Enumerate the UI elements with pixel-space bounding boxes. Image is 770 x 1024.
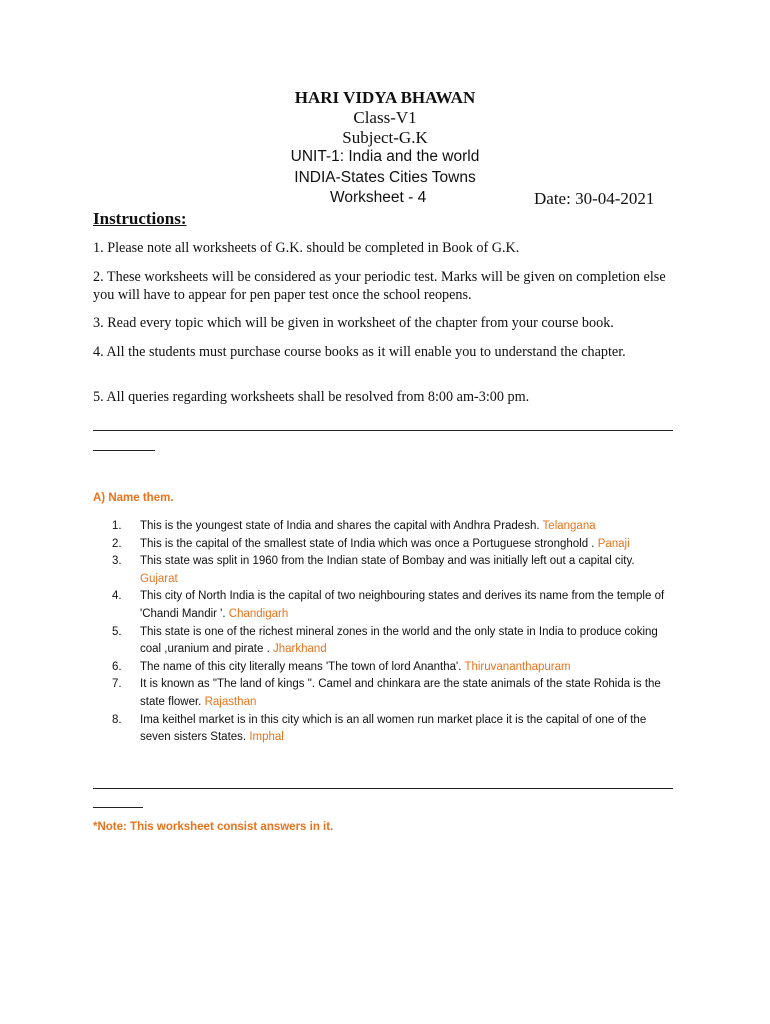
question-number: 7.	[112, 678, 122, 691]
question-number: 8.	[112, 713, 122, 726]
question-list	[112, 518, 672, 747]
instruction-item: 1. Please note all worksheets of G.K. should be completed in Book of G.K.	[93, 240, 520, 256]
instructions-heading: Instructions:	[93, 209, 187, 228]
subject-label: Subject-G.K	[342, 128, 428, 147]
question-item	[112, 553, 672, 588]
instruction-item: 4. All the students must purchase course books as it will enable you to understand the chapter.	[93, 344, 626, 360]
answer-text: Thiruvananthapuram	[464, 660, 571, 673]
question-number: 2.	[112, 537, 122, 550]
worksheet-number: Worksheet - 4	[330, 189, 427, 206]
answer-note: *Note: This worksheet consist answers in it.	[93, 821, 334, 833]
question-number: 1.	[112, 520, 122, 532]
question-number: 3.	[112, 555, 122, 568]
question-item	[112, 712, 672, 747]
topic-title: INDIA-States Cities Towns	[294, 169, 476, 186]
school-name: HARI VIDYA BHAWAN	[294, 88, 476, 107]
question-number: 4.	[112, 590, 122, 603]
answer-text: Telangana	[542, 520, 596, 532]
divider-line-tail	[93, 450, 155, 451]
answer-text: Rajasthan	[204, 695, 257, 708]
section-heading: A) Name them.	[93, 492, 174, 504]
question-number: 6.	[112, 660, 122, 673]
question-item	[112, 659, 672, 677]
answer-text: Imphal	[249, 731, 284, 744]
question-item	[112, 536, 672, 554]
question-item	[112, 624, 672, 659]
question-text: This state was split in 1960 from the Indian state of Bombay and was initially left out a capital city.	[140, 555, 635, 568]
answer-text: Jharkhand	[272, 643, 327, 656]
instruction-item: 2. These worksheets will be considered as your periodic test. Marks will be given on completion else you will have to appear for pen paper test once the school reopens.	[93, 269, 666, 303]
question-text: This city of North India is the capital of two neighbouring states and derives its name from the temple of 'Chandi Mandir '.	[140, 590, 665, 620]
answer-text: Gujarat	[140, 572, 178, 585]
question-item	[112, 676, 672, 711]
question-number: 5.	[112, 625, 122, 638]
question-item	[112, 588, 672, 623]
question-text: This state is one of the richest mineral zones in the world and the only state in India to produce coking coal ,uranium and pirate .	[140, 625, 658, 656]
answer-text: Panaji	[597, 537, 630, 550]
divider-line	[93, 430, 673, 431]
question-text: It is known as "The land of kings ". Camel and chinkara are the state animals of the state Rohida is the state flower.	[140, 678, 661, 708]
question-text: Ima keithel market is in this city which is an all women run market place it is the capital of one of the seven sisters States.	[140, 713, 647, 744]
divider-line-tail	[93, 807, 143, 808]
answer-text: Chandigarh	[228, 607, 289, 620]
unit-title: UNIT-1: India and the world	[290, 148, 480, 165]
question-text: The name of this city literally means 'The town of lord Anantha'.	[140, 660, 462, 673]
instruction-item: 5. All queries regarding worksheets shall be resolved from 8:00 am-3:00 pm.	[93, 389, 530, 405]
question-text: This is the youngest state of India and shares the capital with Andhra Pradesh.	[140, 520, 540, 532]
worksheet-date: Date: 30-04-2021	[534, 189, 655, 208]
question-text: This is the capital of the smallest state of India which was once a Portuguese stronghold .	[140, 537, 595, 550]
class-label: Class-V1	[353, 108, 417, 127]
instruction-item: 3. Read every topic which will be given in worksheet of the chapter from your course book.	[93, 315, 614, 331]
question-item	[112, 518, 672, 536]
divider-line	[93, 788, 673, 789]
